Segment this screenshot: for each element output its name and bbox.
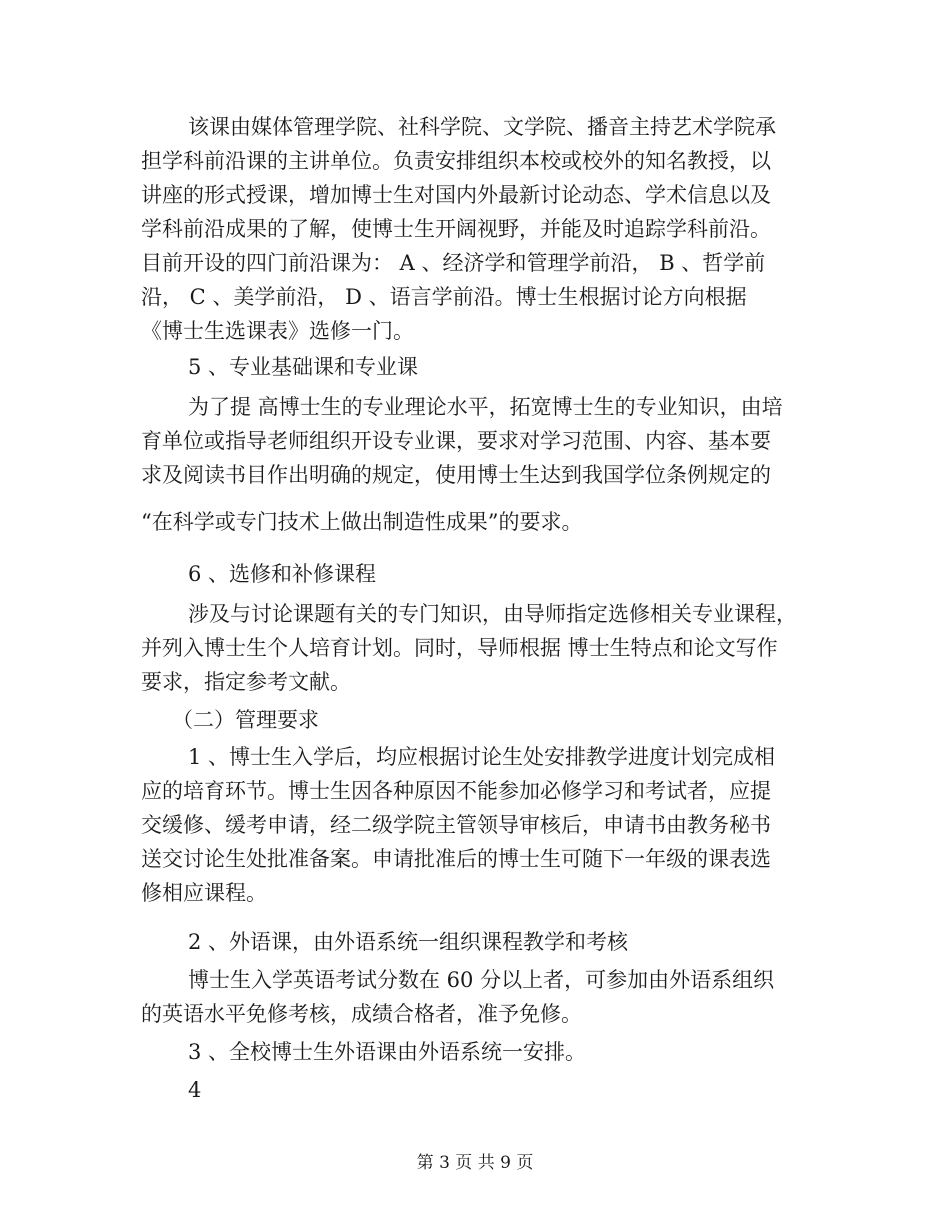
paragraph-line: 求及阅读书目作出明确的规定，使用博士生达到我国学位条例规定的 [141, 463, 771, 487]
paragraph-line: 育单位或指导老师组织开设专业课，要求对学习范围、内容、基本要 [141, 429, 771, 453]
section-heading: （二）管理要求 [172, 708, 319, 732]
paragraph-line: 为了提 高博士生的专业理论水平，拓宽博士生的专业知识，由培 [188, 395, 783, 419]
paragraph-line: 要求，指定参考文献。 [141, 670, 351, 694]
paragraph-line: 3 、全校博士生外语课由外语系统一安排。 [188, 1040, 587, 1064]
paragraph-line: 博士生入学英语考试分数在 60 分以上者，可参加由外语系组织 [188, 968, 775, 992]
paragraph-line: 沿， C 、美学前沿， D 、语言学前沿。博士生根据讨论方向根据 [141, 285, 747, 309]
paragraph-line: 涉及与讨论课题有关的专门知识，由导师指定选修相关专业课程， [188, 602, 797, 626]
paragraph-line: “在科学或专门技术上做出制造性成果”的要求。 [141, 510, 583, 534]
paragraph-line: 的英语水平免修考核，成绩合格者，准予免修。 [141, 1002, 582, 1026]
paragraph-line: 目前开设的四门前沿课为： A 、经济学和管理学前沿， B 、哲学前 [141, 251, 766, 275]
paragraph-line: 4 [188, 1078, 202, 1102]
paragraph-line: 该课由媒体管理学院、社科学院、文学院、播音主持艺术学院承 [188, 115, 776, 139]
paragraph-line: 担学科前沿课的主讲单位。负责安排组织本校或校外的知名教授，以 [141, 149, 771, 173]
section-heading: 6 、选修和补修课程 [188, 562, 377, 586]
page-footer: 第 3 页 共 9 页 [416, 1153, 534, 1173]
paragraph-line: 讲座的形式授课，增加博士生对国内外最新讨论动态、学术信息以及 [141, 183, 771, 207]
paragraph-line: 并列入博士生个人培育计划。同时，导师根据 博士生特点和论文写作 [141, 636, 778, 660]
paragraph-line: 《博士生选课表》选修一门。 [141, 319, 414, 343]
paragraph-line: 交缓修、缓考申请，经二级学院主管领导审核后，申请书由教务秘书 [141, 813, 771, 837]
paragraph-line: 应的培育环节。博士生因各种原因不能参加必修学习和考试者，应提 [141, 779, 771, 803]
section-heading: 5 、专业基础课和专业课 [188, 355, 419, 379]
paragraph-line: 送交讨论生处批准备案。申请批准后的博士生可随下一年级的课表选 [141, 847, 771, 871]
section-heading: 2 、外语课，由外语系统一组织课程教学和考核 [188, 930, 629, 954]
paragraph-line: 学科前沿成果的了解，使博士生开阔视野，并能及时追踪学科前沿。 [141, 217, 771, 241]
paragraph-line: 1 、博士生入学后，均应根据讨论生处安排教学进度计划完成相 [188, 745, 776, 769]
paragraph-line: 修相应课程。 [141, 881, 267, 905]
